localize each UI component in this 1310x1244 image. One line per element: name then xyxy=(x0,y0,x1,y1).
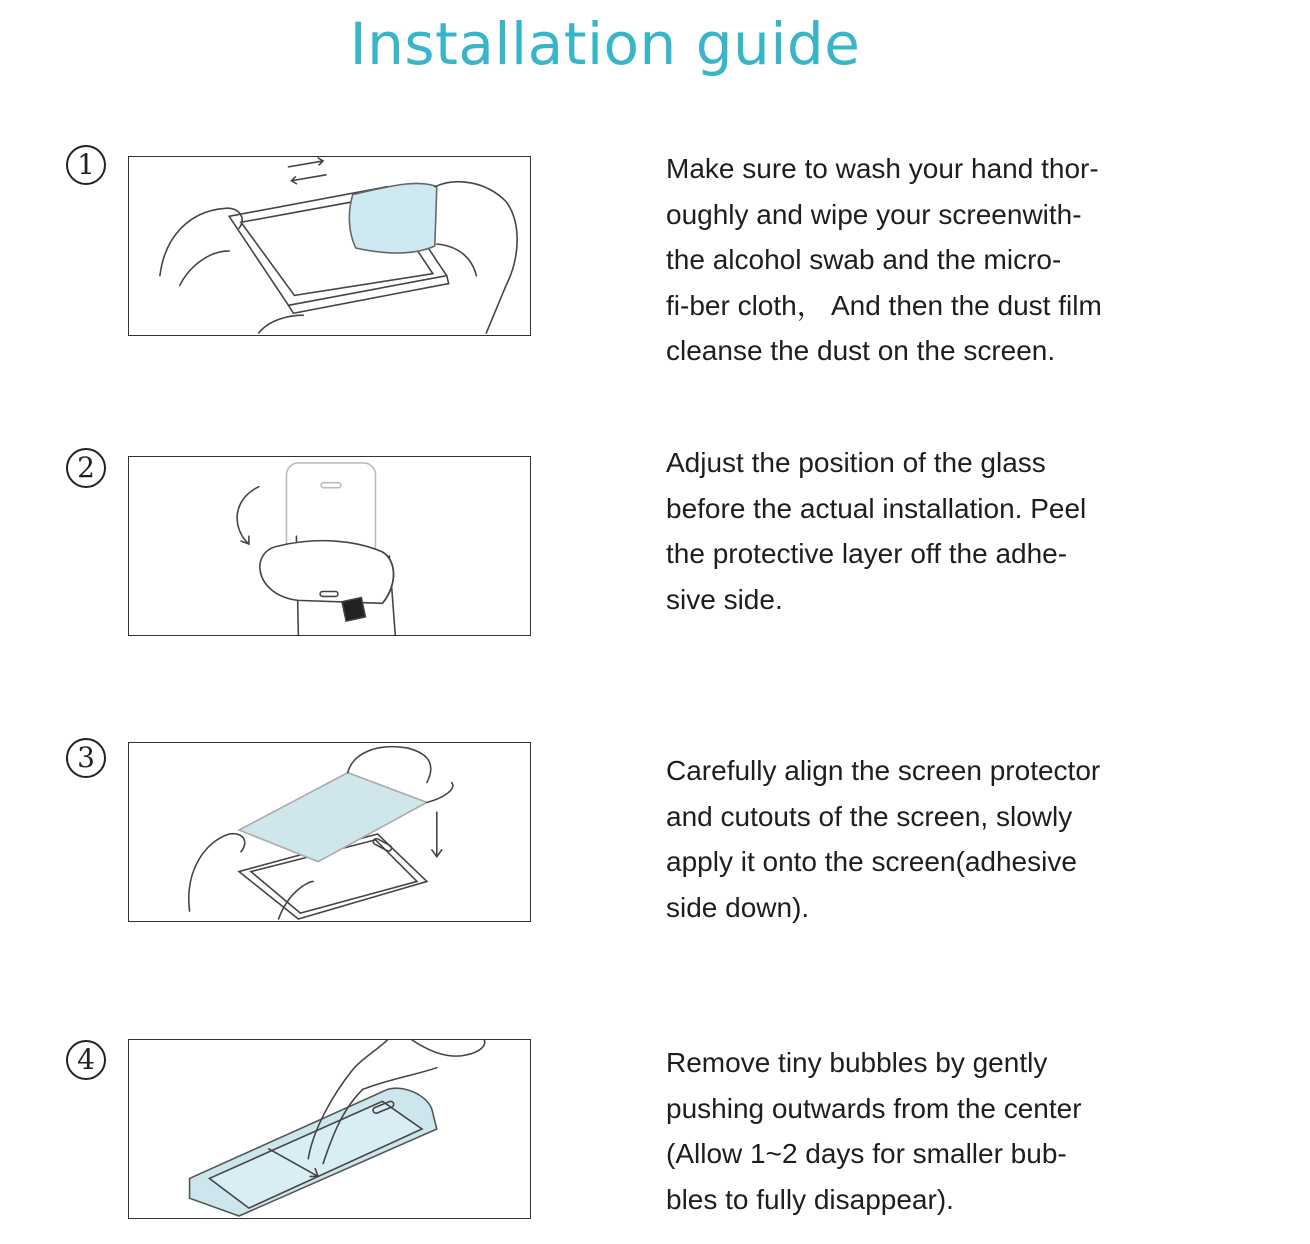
step-2-line: before the actual installation. Peel xyxy=(666,492,1087,524)
illustration-remove-bubbles xyxy=(128,1039,531,1219)
step-1-line: the alcohol swab and the micro- xyxy=(666,244,1062,275)
step-3-line: and cutouts of the screen, slowly xyxy=(666,800,1073,832)
illustration-peel-layer xyxy=(128,456,531,636)
step-3-line: apply it onto the screen(adhesive xyxy=(666,846,1077,877)
step-number-1: 1 xyxy=(66,145,106,185)
step-4-line: pushing outwards from the center xyxy=(666,1092,1082,1124)
step-description-2 xyxy=(666,440,1196,622)
step-3-line: side down). xyxy=(666,891,810,923)
step-number-3: 3 xyxy=(66,738,106,778)
step-1-line: Make sure to wash your hand thor- xyxy=(666,153,1099,184)
page-title: Installation guide xyxy=(349,10,861,78)
step-number-4: 4 xyxy=(66,1040,106,1080)
step-1-line: fi-ber cloth， And then the dust film xyxy=(666,289,1102,321)
step-1-line: oughly and wipe your screenwith- xyxy=(666,198,1082,230)
step-2-line: the protective layer off the adhe- xyxy=(666,538,1068,569)
step-4-line: (Allow 1~2 days for smaller bub- xyxy=(666,1138,1067,1169)
illustration-wipe-screen xyxy=(128,156,531,336)
step-number-2: 2 xyxy=(66,448,106,488)
step-description-1 xyxy=(666,146,1196,374)
step-4-line: Remove tiny bubbles by gently xyxy=(666,1047,1048,1078)
step-3-line: Carefully align the screen protector xyxy=(666,755,1101,786)
step-1-line: cleanse the dust on the screen. xyxy=(666,335,1056,366)
step-description-3 xyxy=(666,748,1196,930)
step-2-line: Adjust the position of the glass xyxy=(666,447,1046,478)
illustration-align-protector xyxy=(128,742,531,922)
step-2-line: sive side. xyxy=(666,583,783,615)
step-4-line: bles to fully disappear). xyxy=(666,1183,954,1215)
step-description-4 xyxy=(666,1040,1196,1222)
